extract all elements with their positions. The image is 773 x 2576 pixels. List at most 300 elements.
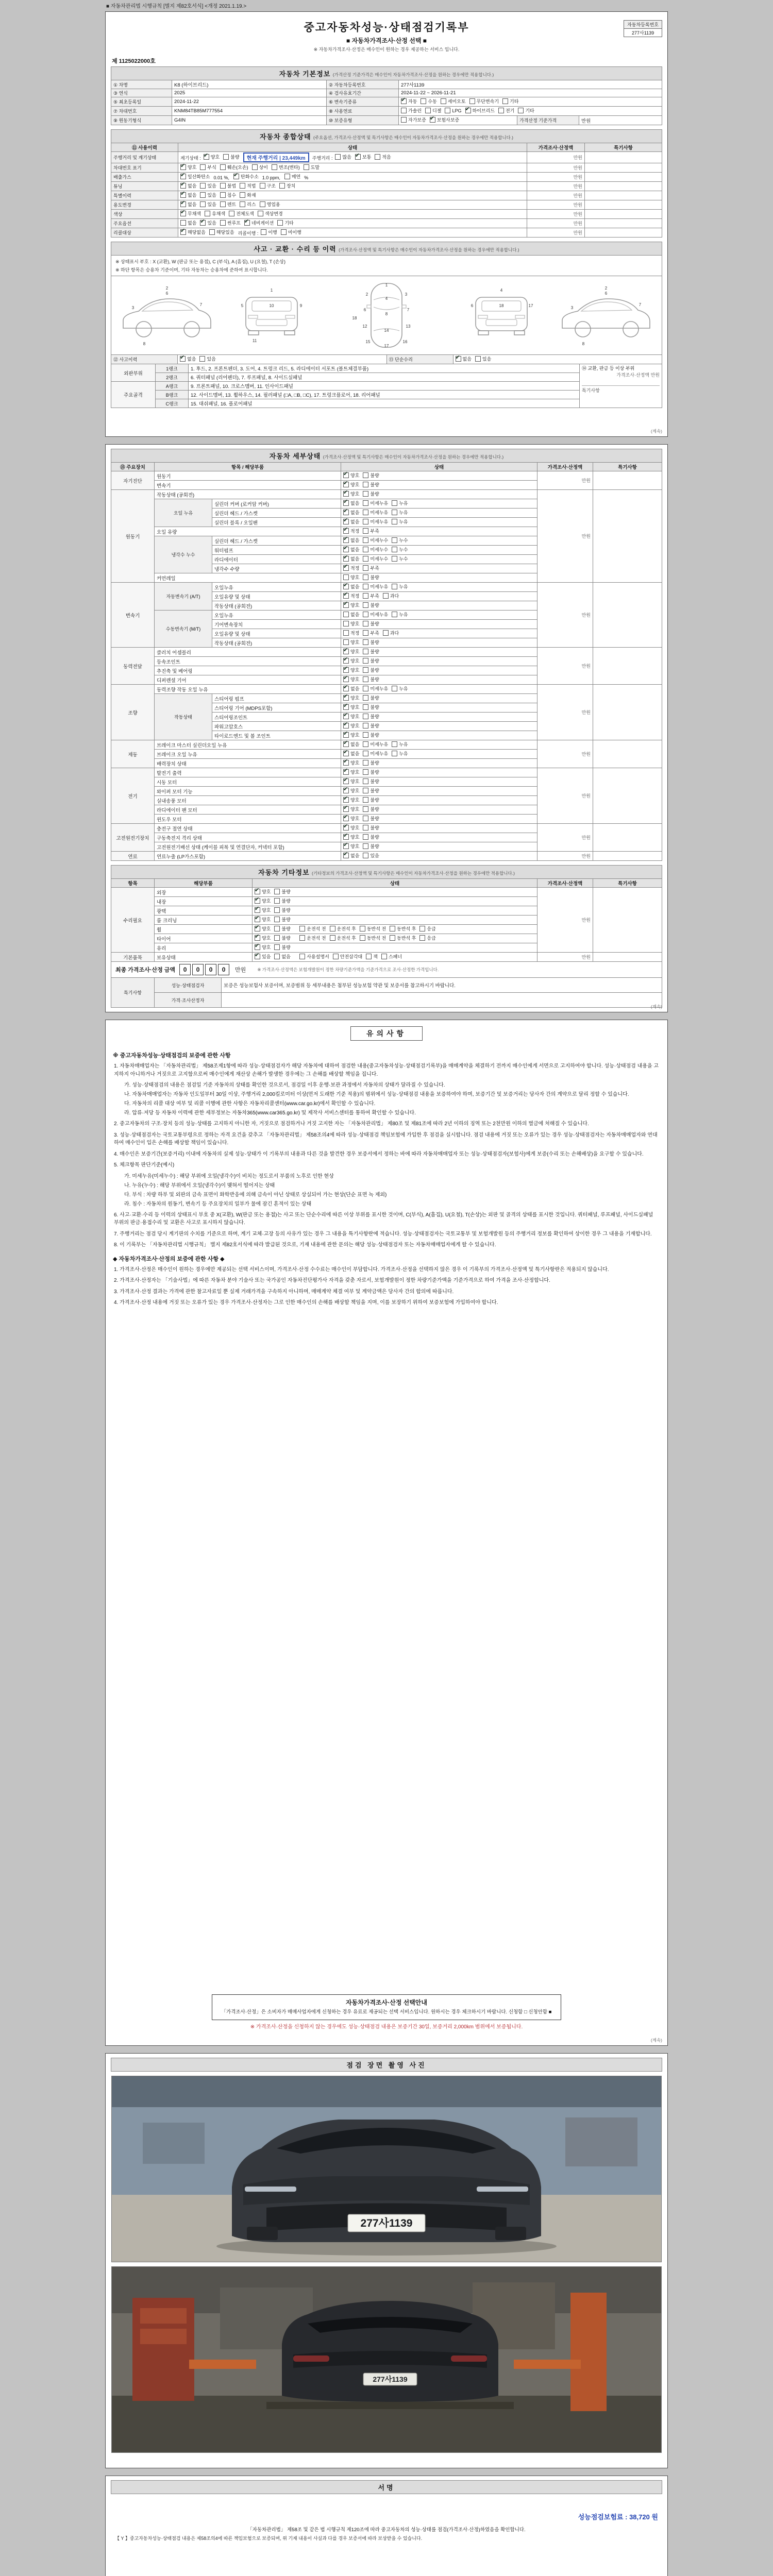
- checkbox-unchecked: [220, 183, 226, 189]
- extra-gap: [294, 927, 296, 933]
- comprehensive-row: [111, 228, 662, 238]
- checkbox-unchecked: [274, 935, 280, 941]
- checkbox-label: 많음: [342, 155, 351, 160]
- remarks-cell: [593, 740, 662, 768]
- field-label: ④ 검사유효기간: [327, 89, 399, 97]
- column-header: 해당부품: [155, 879, 253, 888]
- checkbox-item: [363, 806, 379, 812]
- state-cell: [341, 509, 537, 518]
- checkbox-item: [252, 164, 268, 171]
- part-label: 시동 모터: [155, 777, 341, 787]
- diagram-side-left: [115, 279, 219, 351]
- diagram-part-number: 4: [500, 288, 503, 293]
- notice-paragraph: 3. 가격조사·산정 결과는 가격에 관한 참고자료일 뿐 실제 거래가격을 구속하지 아니하며, 매매계약 체결 여부 및 계약금액은 당사자 간의 합의에 따릅니다.: [114, 1289, 454, 1295]
- remarks-cell: [593, 648, 662, 685]
- checkbox-item: [343, 620, 359, 627]
- checkbox-checked: [343, 778, 349, 784]
- checkbox-unchecked: [199, 356, 205, 362]
- diagram-front: [233, 279, 310, 351]
- exchange-panel-table: [111, 364, 662, 408]
- remarks-cell: [585, 219, 662, 228]
- field-value: [399, 116, 517, 125]
- checkbox-item: [343, 528, 359, 534]
- accident-legend: [111, 255, 662, 276]
- price-cell: 만원: [537, 740, 593, 768]
- diagram-part-number: 3: [570, 306, 574, 310]
- diagram-part-number: 1: [385, 283, 388, 287]
- usage-history-label: 주요옵션: [111, 219, 178, 228]
- checkbox-label: 양호: [262, 899, 271, 904]
- checkbox-unchecked: [223, 154, 229, 160]
- document-subtitle-note: ※ 자동차가격조사·산정은 매수인이 원하는 경우 제공하는 서비스 입니다.: [313, 47, 460, 52]
- checkbox-label: 불량: [281, 917, 291, 922]
- checkbox-label: 양호: [350, 640, 360, 645]
- checkbox-item: [343, 732, 359, 738]
- checkbox-item: [363, 750, 388, 757]
- document-header: [111, 16, 662, 53]
- checkbox-item: [343, 472, 359, 479]
- checkbox-item: [456, 355, 472, 362]
- checkbox-label: 운전석 후: [337, 926, 356, 931]
- license-plate-front: 277사1139: [360, 2217, 413, 2229]
- state-cell: [341, 703, 537, 713]
- checkbox-unchecked: [363, 472, 368, 478]
- checkbox-item: [363, 657, 379, 664]
- part-label: 원동기: [155, 471, 341, 481]
- checkbox-label: 미세누유: [370, 510, 389, 515]
- checkbox-label: 양호: [350, 723, 360, 728]
- checkbox-item: [430, 116, 459, 123]
- checkbox-unchecked: [392, 547, 397, 552]
- section-detail-note: (가격조사·산정액 및 특기사항은 매수인이 자동차가격조사·산정을 원하는 경우에만 적용합니다.): [323, 454, 504, 460]
- other-info-table: [111, 878, 662, 962]
- checkbox-unchecked: [343, 639, 349, 645]
- checkbox-item: [383, 592, 399, 599]
- checkbox-unchecked: [205, 211, 210, 216]
- checkbox-checked: [200, 220, 206, 226]
- checkbox-unchecked: [333, 954, 339, 959]
- checkbox-label: 네비게이션: [251, 221, 274, 226]
- state-cell: [341, 750, 537, 759]
- checkbox-unchecked: [363, 491, 368, 497]
- checkbox-label: 보통: [362, 155, 372, 160]
- part-label: 보유상태: [155, 953, 253, 962]
- diagram-part-number: 7: [199, 302, 203, 307]
- checkbox-unchecked: [343, 574, 349, 580]
- checkbox-item: [200, 164, 216, 171]
- checkbox-checked: [343, 510, 349, 515]
- basic-row: [111, 107, 662, 116]
- checkbox-item: [330, 935, 356, 941]
- diagram-part-number: 2: [604, 286, 608, 291]
- opinion-text: 보증은 성능보험사 보증이며, 보증범위 등 세부내용은 첨부된 성능보험 약관 및 보증서를 참고하시기 바랍니다.: [222, 978, 662, 993]
- part-label: 외장: [155, 888, 253, 897]
- part-label: 오일누유: [212, 611, 341, 620]
- panel-signature: [105, 2476, 668, 2576]
- part-label: 휠: [155, 925, 253, 934]
- checkbox-unchecked: [363, 584, 368, 589]
- notice-title: 유의사항: [350, 1026, 423, 1041]
- state-cell: [341, 573, 537, 583]
- checkbox-item: [200, 201, 216, 208]
- checkbox-unchecked: [425, 108, 431, 113]
- exchange-row: [111, 399, 662, 408]
- checkbox-checked: [343, 843, 349, 849]
- state-cell: [341, 824, 537, 833]
- checkbox-unchecked: [363, 565, 368, 571]
- part-label: 스티어링조인트: [212, 713, 341, 722]
- checkbox-label: 전체도색: [236, 211, 254, 216]
- checkbox-item: [343, 834, 359, 840]
- checkbox-label: 기타: [525, 108, 534, 113]
- state-cell: [253, 888, 537, 897]
- checkbox-item: [392, 518, 408, 525]
- checkbox-item: [279, 182, 295, 189]
- part-label: 워터펌프: [212, 546, 341, 555]
- checkbox-label: 불량: [370, 668, 379, 673]
- checkbox-label: 불량: [370, 770, 379, 775]
- checkbox-label: 부족: [370, 566, 379, 571]
- state-cell: [341, 499, 537, 509]
- diagram-part-number: 8: [143, 342, 146, 346]
- price-cell: 만원: [527, 152, 585, 163]
- checkbox-label: 유채색: [212, 211, 226, 216]
- checkbox-unchecked: [383, 593, 389, 599]
- checkbox-item: [343, 852, 359, 859]
- remarks-cell: [593, 888, 662, 953]
- checkbox-checked: [180, 356, 186, 362]
- checkbox-unchecked: [363, 825, 368, 831]
- checkbox-item: [363, 611, 388, 618]
- checkbox-checked: [343, 788, 349, 793]
- checkbox-label: 구조: [266, 183, 276, 189]
- group-label: 제동: [111, 740, 155, 768]
- checkbox-item: [343, 611, 359, 618]
- checkbox-label: 있음: [262, 954, 271, 959]
- part-label: 라디에이터 팬 모터: [155, 805, 341, 815]
- part-label: 기어변속장치: [212, 620, 341, 629]
- rank-label: A랭크: [156, 382, 189, 391]
- checkbox-label: 응급: [427, 926, 436, 931]
- diagram-part-number: 7: [407, 308, 410, 312]
- notice-paragraph: 라. 침수 : 자동차의 원동기, 변속기 등 주요장치의 일부가 물에 잠긴 흔적이 있는 상태: [124, 1201, 312, 1207]
- rank-items: 6. 쿼터패널 (리어펜더), 7. 루프패널, 8. 사이드실패널: [189, 373, 580, 382]
- checkbox-unchecked: [390, 935, 395, 941]
- state-cell: [341, 555, 537, 564]
- checkbox-label: 미세누수: [370, 547, 389, 552]
- price-survey-guide-text: 「가격조사·산정」은 소비자가 매매사업자에게 신청하는 경우 유료로 제공되는 선택 서비스입니다. 원하시는 경우 체크하시기 바랍니다. 신청함 □ 신청안함 ■: [221, 2009, 552, 2015]
- checkbox-label: 양호: [350, 825, 360, 831]
- checkbox-item: [401, 98, 417, 105]
- checkbox-item: [220, 201, 236, 208]
- checkbox-item: [277, 219, 293, 226]
- remarks-cell: [585, 152, 662, 163]
- state-cell: [341, 842, 537, 852]
- checkbox-label: 있음: [370, 853, 379, 858]
- price-label: ⑭ 교환, 판금 등 이상 부위: [582, 366, 635, 371]
- checkbox-label: 상이: [259, 165, 268, 170]
- table-row: [111, 583, 662, 592]
- checkbox-label: 불량: [370, 473, 379, 478]
- column-header: 가격조사·산정액: [537, 463, 593, 471]
- part-label: 오일유량 및 상태: [212, 629, 341, 638]
- checkbox-item: [274, 897, 290, 904]
- checkbox-unchecked: [419, 935, 425, 941]
- section-other-title: 자동차 기타정보: [258, 869, 310, 876]
- checkbox-unchecked: [363, 760, 368, 766]
- checkbox-checked: [343, 584, 349, 589]
- field-label: ⑧ 사용연료: [327, 107, 399, 116]
- checkbox-unchecked: [363, 853, 368, 858]
- checkbox-checked: [343, 695, 349, 701]
- checkbox-label: 하이브리드: [472, 108, 495, 113]
- checkbox-unchecked: [304, 164, 309, 170]
- state-cell: [341, 583, 537, 592]
- diagram-part-number: 18: [499, 303, 504, 308]
- diagram-part-number: 3: [405, 292, 408, 297]
- checkbox-label: 양호: [350, 835, 360, 840]
- panel-notices: [105, 1020, 668, 2046]
- checkbox-unchecked: [375, 154, 380, 160]
- checkbox-label: 적음: [382, 155, 391, 160]
- checkbox-item: [363, 732, 379, 738]
- checkbox-label: 불량: [370, 779, 379, 784]
- subgroup-label: 냉각수 누수: [155, 536, 212, 573]
- checkbox-label: 자가보증: [408, 117, 426, 123]
- checkbox-item: [363, 852, 379, 859]
- checkbox-item: [200, 219, 216, 226]
- checkbox-label: 불량: [370, 844, 379, 849]
- checkbox-item: [363, 620, 379, 627]
- checkbox-label: 누수: [399, 556, 408, 562]
- checkbox-item: [363, 500, 388, 506]
- checkbox-label: 양호: [350, 760, 360, 766]
- checkbox-unchecked: [284, 174, 290, 179]
- checkbox-unchecked: [200, 164, 206, 170]
- checkbox-unchecked: [180, 220, 186, 226]
- section-basic-note: (가격산정 기준가격은 매수인이 자동차가격조사·산정을 원하는 경우에만 적용합니다.): [332, 72, 494, 77]
- checkbox-label: 불량: [370, 714, 379, 719]
- checkbox-unchecked: [363, 658, 368, 664]
- checkbox-item: [343, 630, 359, 636]
- checkbox-label: 매연: [291, 174, 301, 179]
- checkbox-label: 양호: [262, 926, 271, 931]
- section-comprehensive-title: 자동차 종합상태: [260, 133, 311, 141]
- checkbox-item: [274, 953, 290, 960]
- checkbox-checked: [343, 556, 349, 562]
- checkbox-label: 불량: [370, 482, 379, 487]
- final-price-unit: 만원: [235, 967, 246, 973]
- state-cell: [341, 592, 537, 601]
- checkbox-unchecked: [274, 907, 280, 913]
- checkbox-item: [441, 98, 466, 105]
- checkbox-item: [392, 537, 408, 544]
- checkbox-item: [274, 916, 290, 923]
- subgroup-label: 오일 누유: [155, 499, 212, 527]
- checkbox-item: [401, 116, 426, 123]
- checkbox-item: [209, 229, 234, 235]
- checkbox-item: [343, 769, 359, 775]
- checkbox-unchecked: [363, 686, 368, 691]
- extra-gap: [294, 937, 296, 942]
- checkbox-unchecked: [363, 574, 368, 580]
- column-header: 가격조사·산정액: [537, 879, 593, 888]
- checkbox-item: [204, 154, 220, 160]
- table-row: [111, 852, 662, 861]
- part-label: 발전기 출력: [155, 768, 341, 777]
- checkbox-item: [255, 935, 271, 941]
- checkbox-checked: [255, 954, 260, 959]
- state-cell: [341, 564, 537, 573]
- exchange-group-label: 주요골격: [111, 382, 156, 408]
- diagram-part-number: 4: [385, 296, 388, 301]
- checkbox-checked: [343, 723, 349, 728]
- table-row: [111, 768, 662, 777]
- checkbox-item: [180, 173, 210, 180]
- exchange-row: [111, 373, 662, 382]
- checkbox-label: 과다: [390, 631, 399, 636]
- checkbox-unchecked: [260, 201, 265, 207]
- checkbox-unchecked: [363, 816, 368, 821]
- checkbox-unchecked: [299, 935, 305, 941]
- checkbox-label: 전기: [505, 108, 515, 113]
- column-header: ⑮ 주요장치: [111, 463, 155, 471]
- checkbox-label: LPG: [452, 108, 462, 113]
- document-title: 중고자동차성능·상태점검기록부: [304, 22, 469, 33]
- checkbox-label: 미이행: [288, 230, 301, 235]
- comprehensive-row: [111, 200, 662, 210]
- notice-paragraph: 다. 자동차의 리콜 대상 여부 및 리콜 이행에 관한 사항은 자동차리콜센터(www.car.go.kr)에서 확인할 수 있습니다.: [124, 1101, 376, 1107]
- rank-items: 15. 대쉬패널, 16. 플로어패널: [189, 399, 580, 408]
- part-label: 작동상태 (공회전): [212, 601, 341, 611]
- checkbox-item: [355, 154, 371, 160]
- part-label: 추진축 및 베어링: [155, 666, 341, 675]
- usage-history-label: 색상: [111, 210, 178, 219]
- check-group-label: 계기상태 :: [180, 156, 201, 161]
- notice-paragraph: 8. 이 기록부는 「자동차관리법 시행규칙」 별지 제82호서식에 따라 발급된 것으로, 기재 내용에 관한 문의는 해당 성능·상태점검자 또는 자동차매매업자에게 할 수 있습니다.: [114, 1242, 496, 1248]
- checkbox-item: [299, 935, 326, 941]
- checkbox-label: 없음: [188, 193, 197, 198]
- checkbox-item: [180, 229, 206, 235]
- checkbox-item: [343, 657, 359, 664]
- diagram-part-number: 18: [352, 316, 357, 320]
- part-label: 클러치 어셈블리: [155, 648, 341, 657]
- checkbox-checked: [255, 907, 260, 913]
- diagram-part-number: 7: [638, 302, 642, 307]
- checkbox-checked: [430, 117, 435, 123]
- section-accident-title: 사고 · 교환 · 수리 등 이력: [254, 245, 337, 253]
- checkbox-label: 미세누유: [370, 612, 389, 617]
- checkbox-checked: [255, 926, 260, 931]
- checkbox-label: 사용설명서: [307, 954, 329, 959]
- price-digit: 0: [205, 964, 216, 975]
- checkbox-unchecked: [261, 229, 266, 235]
- checkbox-unchecked: [240, 183, 245, 189]
- checkbox-label: 부족: [370, 594, 379, 599]
- part-label: 냉각수 수량: [212, 564, 341, 573]
- column-header: 상태: [253, 879, 537, 888]
- checkbox-unchecked: [392, 556, 397, 562]
- checkbox-label: 없음: [462, 357, 472, 362]
- checkbox-label: 양호: [350, 696, 360, 701]
- checkbox-checked: [343, 667, 349, 673]
- checkbox-unchecked: [220, 192, 226, 198]
- state-cell: [341, 490, 537, 499]
- opinions-label: 특기사항: [111, 978, 155, 1008]
- checkbox-label: 해당있음: [216, 230, 234, 235]
- notice-heading: ※ 중고자동차성능·상태점검의 보증에 관한 사항: [113, 1053, 231, 1059]
- checkbox-label: 양호: [350, 621, 360, 626]
- notice-paragraph: 6. 사고·교환·수리 등 이력의 상태표시 부호 중 X(교환), W(판금 또는 용접)는 사고 또는 단순수리에 따른 이상 부위를 표시한 것이며, C(부식), A(흠집), U(요철), T(손상)는 외판 및 골격의 상태를 표시한 것입니다. 쿼터패널, 루프패널, 사이드실패널 부위의 판금·용접수리 및 교환은 사고로 표시하지 않습니다.: [114, 1212, 653, 1226]
- state-cell: [253, 897, 537, 906]
- checkbox-unchecked: [363, 732, 368, 738]
- checkbox-label: 일산화탄소: [188, 174, 210, 179]
- checkbox-unchecked: [330, 935, 335, 941]
- checkbox-checked: [401, 98, 407, 104]
- exchange-group-label: 외판부위: [111, 364, 156, 382]
- remarks-cell: [585, 210, 662, 219]
- checkbox-checked: [343, 491, 349, 497]
- exchange-row: [111, 364, 662, 373]
- state-cell: [341, 731, 537, 740]
- remarks-cell: [585, 191, 662, 200]
- checkbox-item: [255, 953, 271, 960]
- checkbox-label: 불량: [370, 696, 379, 701]
- checkbox-checked: [343, 686, 349, 691]
- checkbox-item: [343, 592, 359, 599]
- checkbox-label: 불량: [281, 899, 291, 904]
- checkbox-unchecked: [363, 612, 368, 617]
- checkbox-label: 없음: [350, 584, 360, 589]
- price-cell: 만원: [527, 163, 585, 173]
- checkbox-unchecked: [363, 602, 368, 608]
- checkbox-unchecked: [274, 926, 280, 931]
- section-other-header: [111, 865, 662, 878]
- notice-paragraph: 3. 성능·상태점검자는 국토교통부령으로 정하는 자격 요건을 갖추고 「자동차관리법」 제58조의4에 따라 성능·상태점검 책임보험에 가입한 후 점검을 실시합니다. 점검 내용에 거짓 또는 오류가 있는 경우 성능·상태점검자는 자동차매매업자와 연대하여 매수인이 입은 손해를 배상할 책임이 있습니다.: [114, 1132, 658, 1146]
- checkbox-item: [260, 182, 276, 189]
- measured-value: %: [304, 175, 309, 180]
- checkbox-checked: [343, 704, 349, 710]
- group-label: 자기진단: [111, 471, 155, 490]
- opinion-author: 성능·상태점검자: [155, 978, 222, 993]
- part-label: 라디에이터: [212, 555, 341, 564]
- extra-gap: [294, 955, 296, 960]
- checkbox-checked: [343, 658, 349, 664]
- price-value: 가격조사·산정액 만원: [616, 372, 660, 378]
- checkbox-label: 불량: [370, 492, 379, 497]
- checkbox-item: [180, 164, 196, 171]
- checkbox-item: [343, 750, 359, 757]
- license-plate-rear: 277사1139: [373, 2375, 408, 2383]
- checkbox-unchecked: [363, 751, 368, 756]
- checkbox-label: 동반석 전: [366, 926, 386, 931]
- checkbox-label: 없음: [350, 519, 360, 524]
- checkbox-checked: [343, 825, 349, 831]
- checkbox-item: [255, 916, 271, 923]
- checkbox-label: 불량: [370, 649, 379, 654]
- part-label: 유리: [155, 943, 253, 953]
- checkbox-label: 양호: [350, 575, 360, 580]
- checkbox-label: 양호: [262, 908, 271, 913]
- field-value: [399, 107, 662, 116]
- basic-row: [111, 80, 662, 89]
- checkbox-checked: [343, 751, 349, 756]
- photos-section-title: 점검 장면 촬영 사진: [111, 2058, 662, 2072]
- checkbox-label: 없음: [188, 183, 197, 189]
- exchange-row: [111, 382, 662, 391]
- accident-legend-codes: ※ 상태표시 부호 : X (교환), W (판금 또는 용접), C (부식), A (흠집), U (요철), T (손상): [115, 259, 285, 264]
- checkbox-checked: [255, 944, 260, 950]
